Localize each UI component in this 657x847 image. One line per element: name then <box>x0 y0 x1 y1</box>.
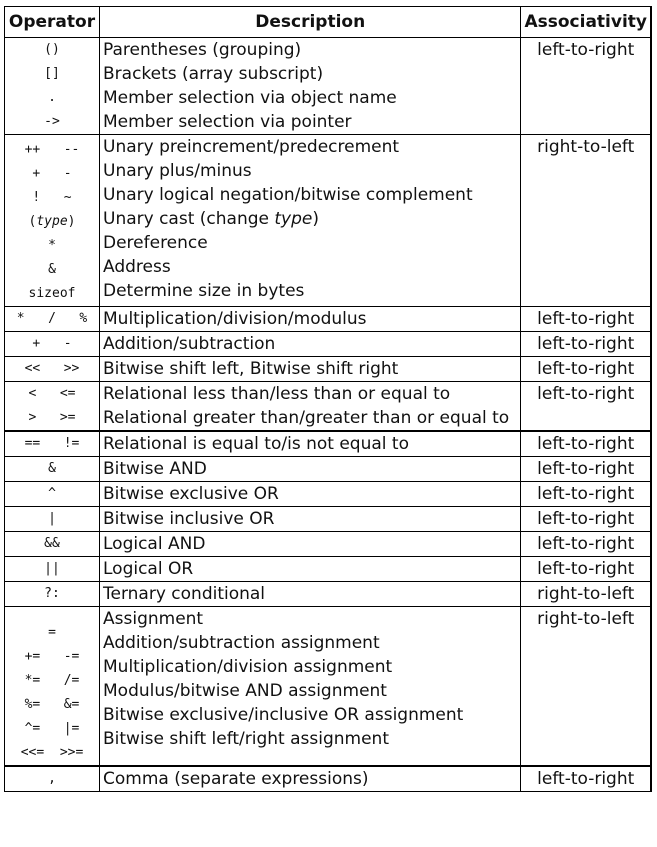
description-line: Bitwise inclusive OR <box>103 509 275 529</box>
table-row <box>5 382 652 432</box>
associativity-cell: right-to-left <box>521 582 651 607</box>
operator-symbol: == != <box>24 436 80 451</box>
operator-cell <box>5 582 100 607</box>
operator-cell <box>5 135 100 307</box>
table-row <box>5 135 652 307</box>
table-row <box>5 557 652 582</box>
table-row <box>5 357 652 382</box>
operator-symbol: *= /= <box>24 673 80 688</box>
operator-symbol: , <box>48 771 56 786</box>
operator-symbol: || <box>44 561 60 576</box>
operator-cell <box>5 332 100 357</box>
associativity-cell: left-to-right <box>521 507 651 532</box>
description-line: Multiplication/division/modulus <box>103 309 367 329</box>
operator-cell <box>5 532 100 557</box>
operator-cell <box>5 482 100 507</box>
associativity-cell: right-to-left <box>521 607 651 767</box>
header-operator: Operator <box>5 7 100 38</box>
table-row <box>5 766 652 792</box>
operator-symbol: | <box>48 511 56 526</box>
associativity-cell: right-to-left <box>521 135 651 307</box>
description-line: Brackets (array subscript) <box>103 64 324 84</box>
description-cell <box>100 507 521 532</box>
table-row <box>5 607 652 767</box>
description-line: Addition/subtraction assignment <box>103 633 380 653</box>
type-placeholder: type <box>274 209 313 229</box>
operator-cell <box>5 607 100 767</box>
description-line: Bitwise shift left, Bitwise shift right <box>103 359 399 379</box>
associativity-cell: left-to-right <box>521 382 651 432</box>
description-line: Bitwise exclusive/inclusive OR assignment <box>103 705 464 725</box>
operator-cell <box>5 307 100 332</box>
description-cell <box>100 582 521 607</box>
associativity-cell: left-to-right <box>521 482 651 507</box>
table-row <box>5 307 652 332</box>
description-line: Assignment <box>103 609 204 629</box>
description-cell <box>100 766 521 792</box>
table-row <box>5 332 652 357</box>
associativity-cell: left-to-right <box>521 766 651 792</box>
table-row <box>5 482 652 507</box>
description-line: Dereference <box>103 233 208 253</box>
description-line: Relational less than/less than or equal to <box>103 384 451 404</box>
operator-cell <box>5 557 100 582</box>
description-line: Modulus/bitwise AND assignment <box>103 681 387 701</box>
table-row <box>5 507 652 532</box>
description-cell <box>100 382 521 432</box>
operator-precedence-table <box>4 6 652 792</box>
operator-cell <box>5 382 100 432</box>
operator-symbol: * / % <box>16 311 88 326</box>
description-line: Logical OR <box>103 559 194 579</box>
description-line: Member selection via pointer <box>103 112 352 132</box>
table-row <box>5 532 652 557</box>
operator-symbol: ++ -- <box>24 142 80 157</box>
operator-symbol: < <= <box>28 386 76 401</box>
description-line: Unary logical negation/bitwise complement <box>103 185 473 205</box>
operator-cell <box>5 431 100 457</box>
operator-symbol: ^= |= <box>24 721 80 736</box>
description-line: Bitwise exclusive OR <box>103 484 279 504</box>
operator-cell <box>5 766 100 792</box>
operator-symbol: . <box>48 90 56 105</box>
table-row <box>5 457 652 482</box>
description-line: Bitwise shift left/right assignment <box>103 729 389 749</box>
associativity-cell: left-to-right <box>521 357 651 382</box>
description-cell <box>100 307 521 332</box>
table-row <box>5 582 652 607</box>
description-line: Ternary conditional <box>103 584 266 604</box>
description-line: Member selection via object name <box>103 88 397 108</box>
associativity-cell: left-to-right <box>521 431 651 457</box>
description-line: Addition/subtraction <box>103 334 276 354</box>
description-line: Parentheses (grouping) <box>103 40 302 60</box>
description-cell <box>100 135 521 307</box>
header-description: Description <box>100 7 521 38</box>
operator-symbol: (type) <box>28 214 76 229</box>
description-line: Address <box>103 257 171 277</box>
operator-symbol: -> <box>44 114 60 129</box>
operator-symbol: [] <box>44 66 60 81</box>
description-line: Relational is equal to/is not equal to <box>103 434 409 454</box>
operator-symbol: & <box>48 262 56 277</box>
description-cell <box>100 557 521 582</box>
operator-symbol: > >= <box>28 410 76 425</box>
description-cell <box>100 482 521 507</box>
operator-symbol: ?: <box>44 586 60 601</box>
description-cell <box>100 332 521 357</box>
operator-symbol: && <box>44 536 60 551</box>
operator-symbol: & <box>48 461 56 476</box>
table-body <box>5 38 652 792</box>
associativity-cell: left-to-right <box>521 38 651 135</box>
associativity-cell: left-to-right <box>521 332 651 357</box>
associativity-cell: left-to-right <box>521 307 651 332</box>
description-line: Unary cast (change type) <box>103 209 320 229</box>
description-line: Multiplication/division assignment <box>103 657 393 677</box>
description-line: Comma (separate expressions) <box>103 769 369 789</box>
description-line: Unary preincrement/predecrement <box>103 137 400 157</box>
operator-symbol: sizeof <box>28 286 76 301</box>
header-associativity: Associativity <box>521 7 651 38</box>
operator-symbol: += -= <box>24 649 80 664</box>
description-line: Determine size in bytes <box>103 281 305 301</box>
description-cell <box>100 607 521 767</box>
description-cell <box>100 532 521 557</box>
operator-symbol: ^ <box>48 486 56 501</box>
description-line: Bitwise AND <box>103 459 207 479</box>
description-cell <box>100 431 521 457</box>
operator-cell <box>5 507 100 532</box>
description-line: Relational greater than/greater than or equal to <box>103 408 510 428</box>
operator-symbol: = <box>48 625 56 640</box>
operator-symbol: <<= >>= <box>20 745 84 760</box>
table-row <box>5 431 652 457</box>
table-row <box>5 38 652 135</box>
operator-symbol: << >> <box>24 361 80 376</box>
description-cell <box>100 457 521 482</box>
operator-symbol: + - <box>32 336 72 351</box>
operator-symbol: () <box>44 42 60 57</box>
type-placeholder: type <box>36 214 68 229</box>
description-line: Logical AND <box>103 534 206 554</box>
operator-cell <box>5 457 100 482</box>
associativity-cell: left-to-right <box>521 457 651 482</box>
header-row <box>5 7 652 38</box>
operator-symbol: ! ~ <box>32 190 72 205</box>
operator-symbol: %= &= <box>24 697 80 712</box>
description-cell <box>100 38 521 135</box>
associativity-cell: left-to-right <box>521 532 651 557</box>
associativity-cell: left-to-right <box>521 557 651 582</box>
operator-symbol: * <box>48 238 56 253</box>
description-line: Unary plus/minus <box>103 161 252 181</box>
description-cell <box>100 357 521 382</box>
operator-cell <box>5 357 100 382</box>
operator-symbol: + - <box>32 166 72 181</box>
operator-cell <box>5 38 100 135</box>
